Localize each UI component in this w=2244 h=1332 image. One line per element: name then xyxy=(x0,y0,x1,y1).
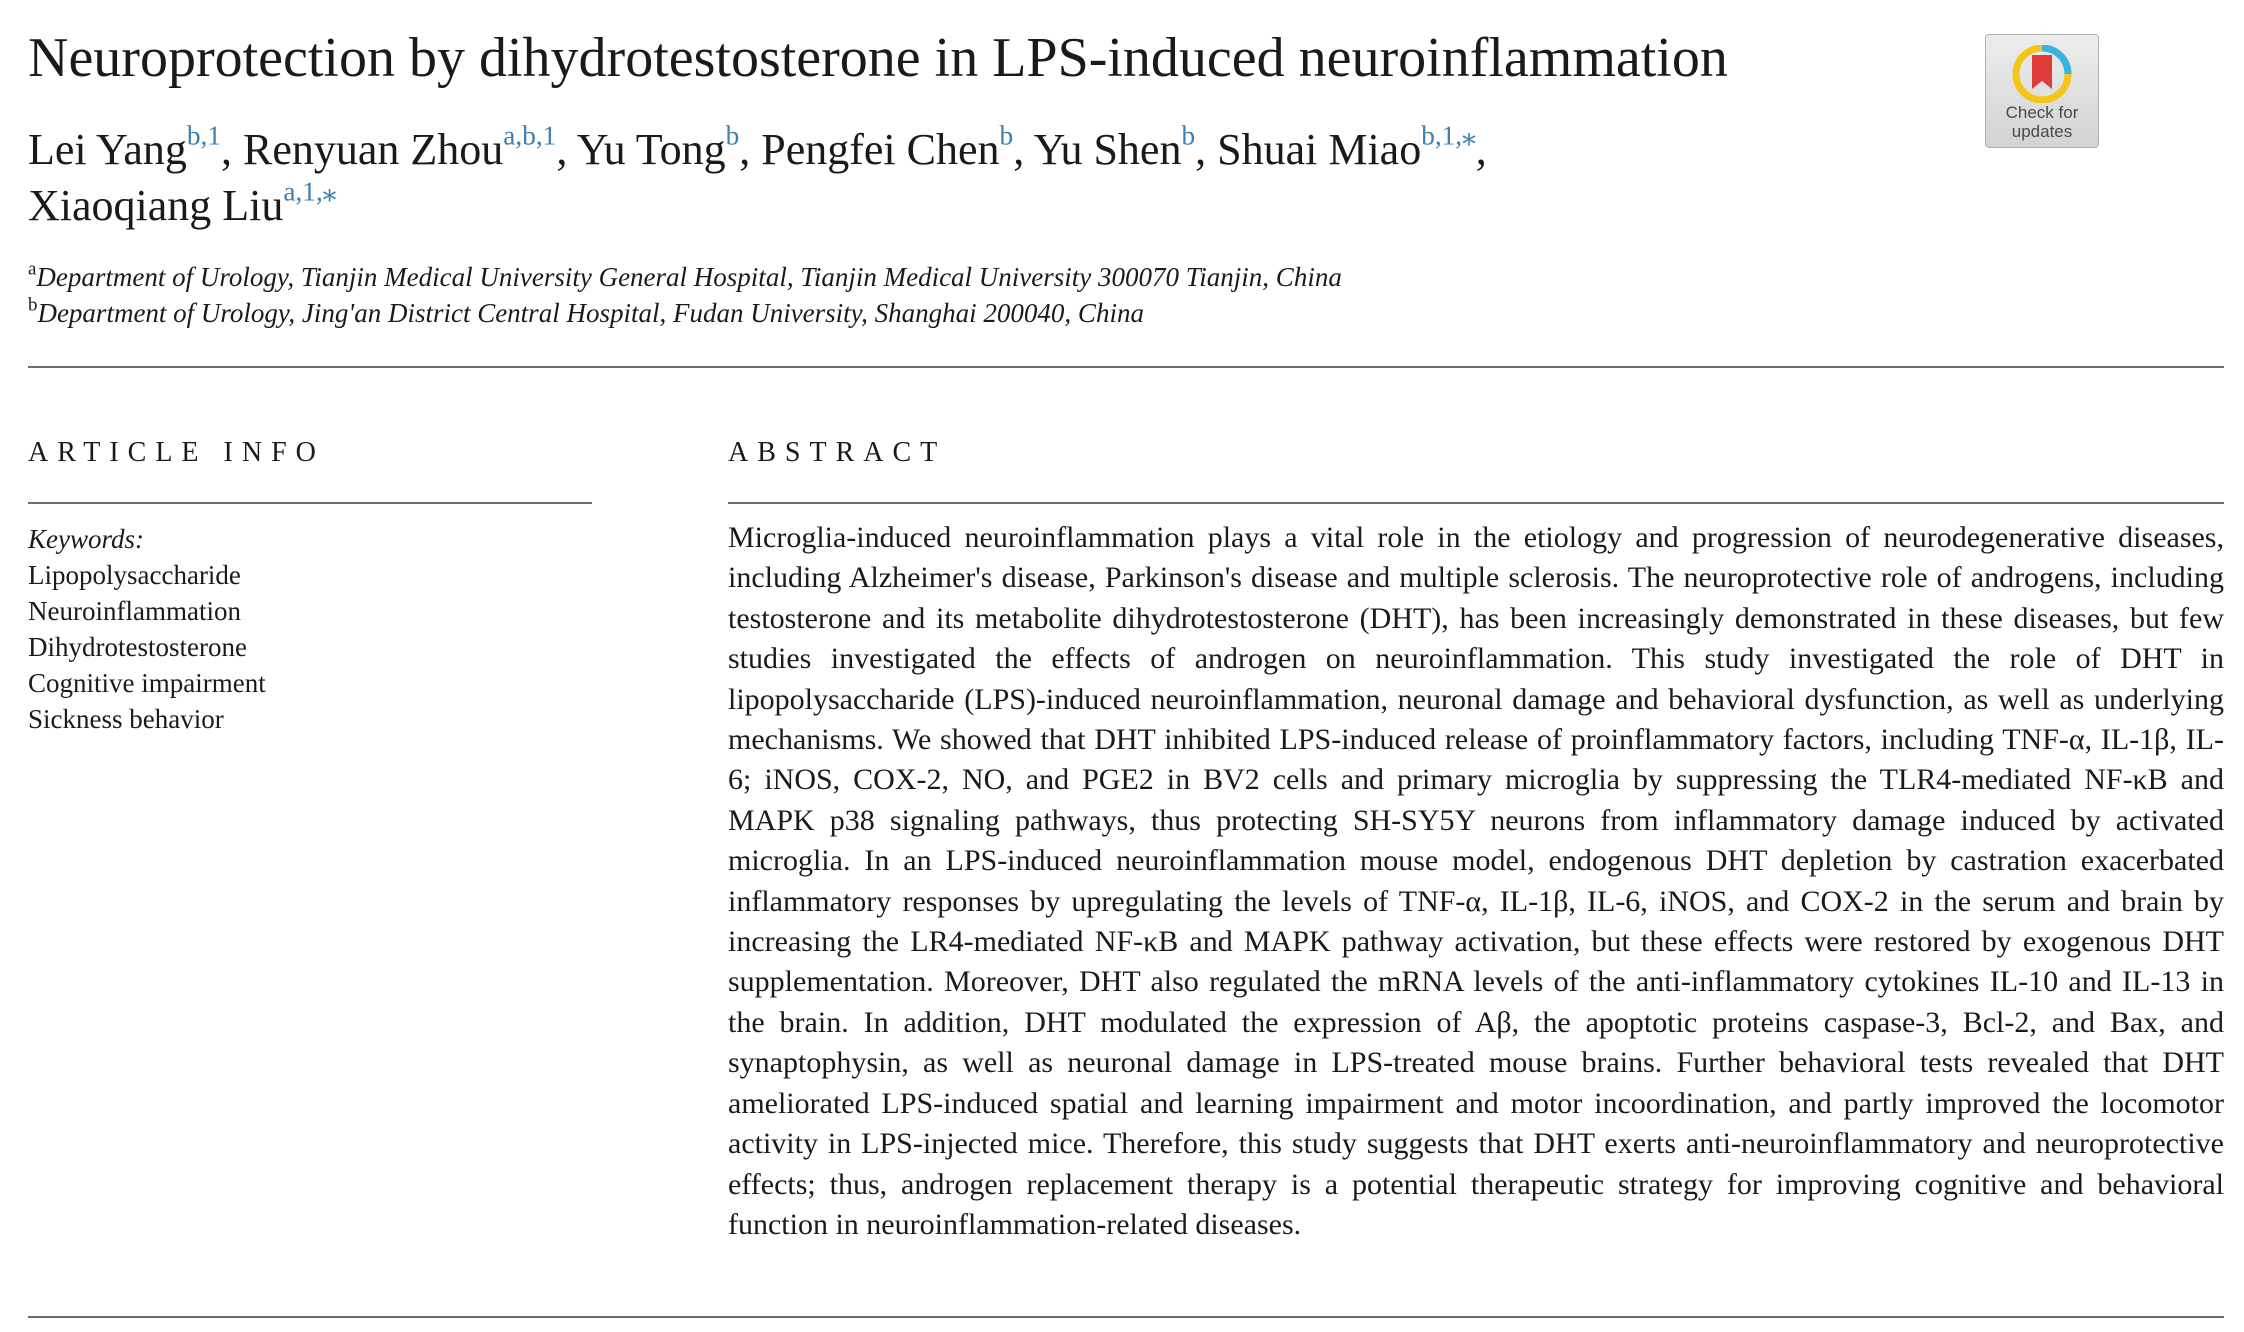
affiliation-mark: b xyxy=(28,294,38,316)
keyword: Cognitive impairment xyxy=(28,668,266,698)
author-affiliation-marks: a,b,1 xyxy=(503,120,557,151)
keywords-list xyxy=(28,557,266,737)
keywords-label: Keywords: xyxy=(28,524,144,554)
author-list xyxy=(28,122,1828,234)
keyword: Sickness behavior xyxy=(28,704,224,734)
author-affiliation-marks: a,1,⁎ xyxy=(283,176,337,207)
author-name: Xiaoqiang Liu xyxy=(28,181,284,230)
author-affiliation-marks: b xyxy=(725,120,740,151)
author[interactable] xyxy=(28,176,337,230)
abstract-heading: ABSTRACT xyxy=(728,437,947,468)
crossmark-icon xyxy=(2011,45,2073,103)
author[interactable] xyxy=(1217,120,1476,174)
article-info-heading: ARTICLE INFO xyxy=(28,437,325,468)
author-affiliation-marks: b,1 xyxy=(186,120,221,151)
keyword: Lipopolysaccharide xyxy=(28,560,241,590)
author[interactable] xyxy=(761,120,1014,174)
author-separator: , xyxy=(1475,125,1487,174)
affiliation-text: Department of Urology, Tianjin Medical University General Hospital, Tianjin Medical University 300070 Tianjin, China xyxy=(36,262,1342,292)
author-separator: , xyxy=(1013,125,1034,174)
author-separator: , xyxy=(221,125,243,174)
author[interactable] xyxy=(1033,120,1196,174)
affiliation-text: Department of Urology, Jing'an District Central Hospital, Fudan University, Shanghai 200040, China xyxy=(37,298,1144,328)
keyword: Neuroinflammation xyxy=(28,596,241,626)
affiliation-mark: a xyxy=(28,258,37,280)
abstract-text: Microglia-induced neuroinflammation plays a vital role in the etiology and progression of neurodegenerative diseases, including Alzheimer's disease, Parkinson's disease and multiple sclerosis. The neuroprotective role of androgens, including testosterone and its metabolite dihydrotestosterone (DHT), has been increasingly demonstrated in these diseases, but few studies investigated the effects of androgen on neuroinflammation. This study investigated the role of DHT in lipopolysaccharide (LPS)-induced neuroinflammation, neuronal damage and behavioral dysfunction, as well as underlying mechanisms. We showed that DHT inhibited LPS-induced release of proinflammatory factors, including TNF-α, IL-1β, IL-6; iNOS, COX-2, NO, and PGE2 in BV2 cells and primary microglia by suppressing the TLR4-mediated NF-κB and MAPK p38 signaling pathways, thus protecting SH-SY5Y neurons from inflammatory damage induced by activated microglia. In an LPS-induced neuroinflammation mouse model, endogenous DHT depletion by castration exacerbated inflammatory responses by upregulating the levels of TNF-α, IL-1β, IL-6, iNOS, and COX-2 in the serum and brain by increasing the LR4-mediated NF-κB and MAPK pathway activation, but these effects were restored by exogenous DHT supplementation. Moreover, DHT also regulated the mRNA levels of the anti-inflammatory cytokines IL-10 and IL-13 in the brain. In addition, DHT modulated the expression of Aβ, the apoptotic proteins caspase-3, Bcl-2, and Bax, and synaptophysin, as well as neuronal damage in LPS-treated mouse brains. Further behavioral tests revealed that DHT ameliorated LPS-induced spatial and learning impairment and motor incoordination, and partly improved the locomotor activity in LPS-injected mice. Therefore, this study suggests that DHT exerts anti-neuroinflammatory and neuroprotective effects; thus, androgen replacement therapy is a potential therapeutic strategy for improving cognitive and behavioral function in neuroinflammation-related diseases. xyxy=(728,521,2224,1241)
footer-divider xyxy=(28,1316,2224,1318)
author[interactable] xyxy=(243,120,557,174)
check-for-updates-badge[interactable] xyxy=(1985,34,2099,148)
author-affiliation-marks: b,1,⁎ xyxy=(1421,120,1476,151)
author-name: Yu Tong xyxy=(576,125,726,174)
author-affiliation-marks: b xyxy=(999,120,1014,151)
abstract-divider xyxy=(728,502,2224,504)
author[interactable] xyxy=(576,120,740,174)
author-separator: , xyxy=(739,125,762,174)
affiliation xyxy=(28,296,1828,330)
author-separator: , xyxy=(1195,125,1218,174)
author-name: Shuai Miao xyxy=(1217,125,1422,174)
badge-label-line1: Check for xyxy=(2005,103,2079,122)
article-info-divider xyxy=(28,502,592,504)
author[interactable] xyxy=(28,120,221,174)
author-name: Yu Shen xyxy=(1033,125,1182,174)
author-separator: , xyxy=(556,125,577,174)
badge-label-line2: updates xyxy=(2011,122,2073,141)
author-name: Pengfei Chen xyxy=(761,125,1000,174)
author-name: Lei Yang xyxy=(28,125,187,174)
keyword: Dihydrotestosterone xyxy=(28,632,247,662)
author-name: Renyuan Zhou xyxy=(243,125,504,174)
author-affiliation-marks: b xyxy=(1181,120,1196,151)
affiliation xyxy=(28,260,1828,294)
header-divider xyxy=(28,366,2224,368)
article-title: Neuroprotection by dihydrotestosterone in LPS-induced neuroinflammation xyxy=(28,27,1728,89)
